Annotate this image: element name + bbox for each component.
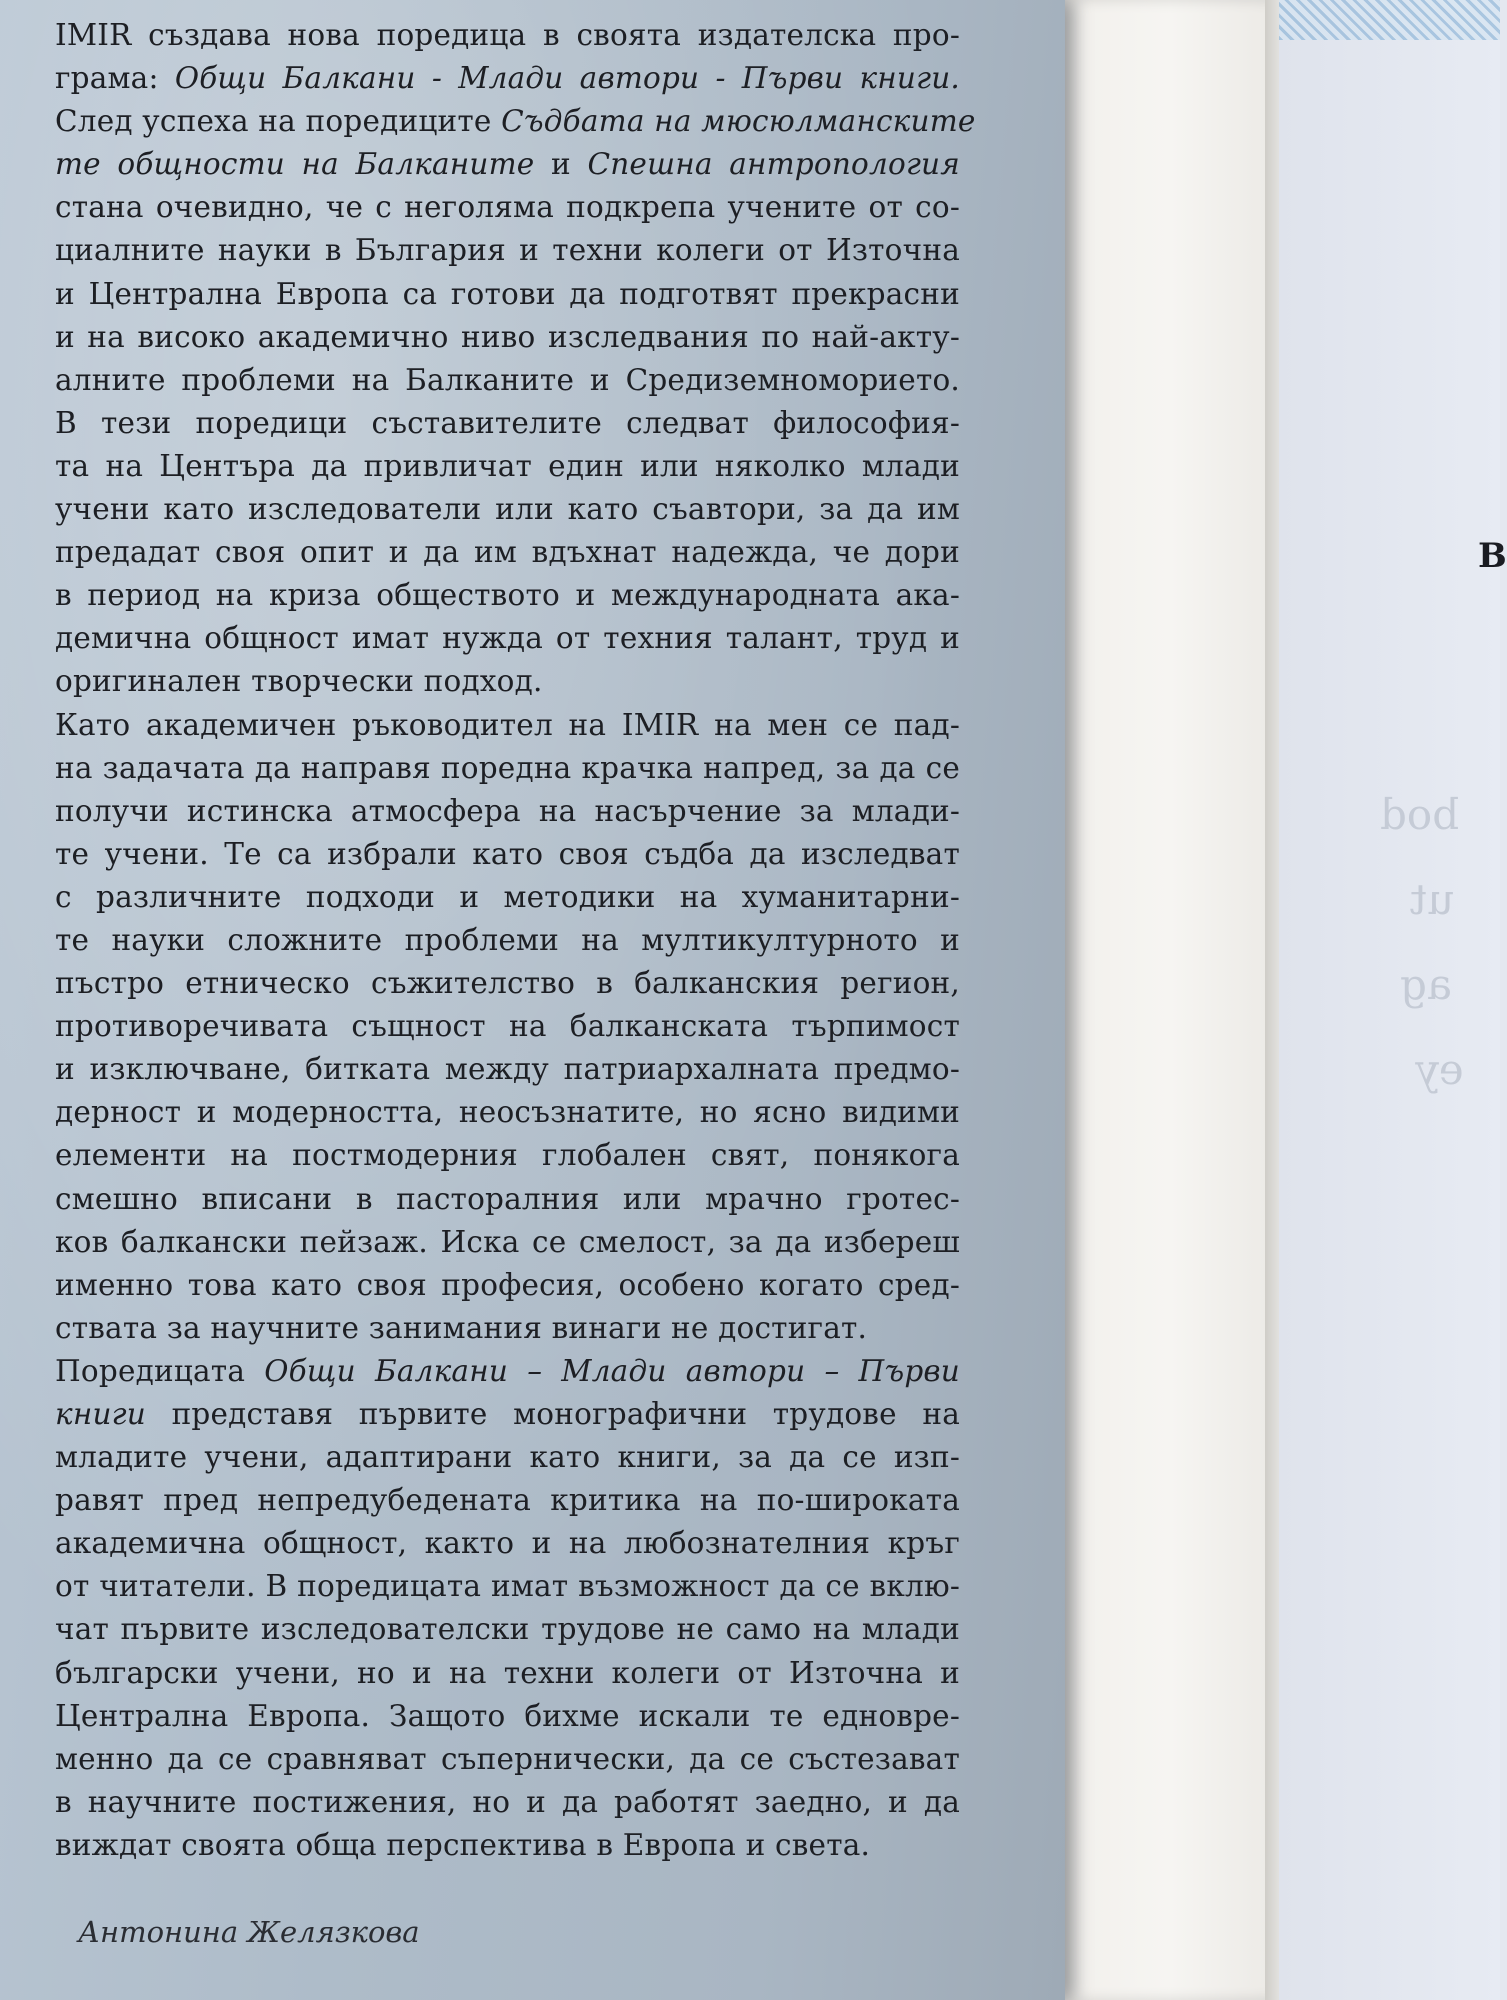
text-segment: Централна Европа. Защото бихме искали те едновре- xyxy=(55,1698,960,1733)
text-line xyxy=(55,704,960,747)
italic-title-segment: Съдбата на мюсюлманските xyxy=(501,104,976,139)
text-segment: предадат своя опит и да им вдъхнат надежда, че дори xyxy=(55,535,960,570)
text-segment: ков балкански пейзаж. Иска се смелост, за да избереш xyxy=(55,1224,960,1259)
text-line xyxy=(55,1221,960,1264)
text-line xyxy=(55,1781,960,1824)
text-line xyxy=(55,1134,960,1177)
text-line xyxy=(55,962,960,1005)
text-segment: равят пред непредубедената критика на по-широката xyxy=(55,1483,960,1518)
text-line xyxy=(55,229,960,272)
text-line xyxy=(55,1738,960,1781)
text-line xyxy=(55,1048,960,1091)
text-segment: елементи на постмодерния глобален свят, понякога xyxy=(55,1138,960,1173)
text-segment: на задачата да направя поредна крачка напред, за да се xyxy=(55,750,960,785)
italic-title-segment: Общи Балкани – Млади автори – Първи xyxy=(264,1353,960,1388)
flap-body-text xyxy=(55,14,976,1867)
text-line xyxy=(55,574,960,617)
text-line xyxy=(55,617,960,660)
text-segment: именно това като своя професия, особено когато сред- xyxy=(55,1267,960,1302)
text-segment: и на високо академично ниво изследвания по най-акту- xyxy=(55,319,960,354)
text-line xyxy=(55,660,960,703)
text-segment: та на Центъра да привличат един или няколко млади xyxy=(55,448,960,483)
italic-title-segment: книги xyxy=(55,1397,146,1431)
text-segment: в период на криза обществото и международната ака- xyxy=(55,578,960,613)
text-line xyxy=(55,1350,960,1393)
author-signature: Антонина Желязкова xyxy=(78,1915,420,1949)
page-edge xyxy=(1265,0,1279,2000)
text-segment: демична общност имат нужда от техния талант, труд и xyxy=(55,621,960,656)
italic-title-segment: Спешна антропология xyxy=(587,147,960,182)
text-line xyxy=(55,273,960,316)
show-through-text: ey xyxy=(1415,1045,1464,1094)
text-line xyxy=(55,1005,960,1048)
text-segment: Като академичен ръководител на IMIR на мен се пад- xyxy=(55,707,960,742)
text-segment: оригинален творчески подход. xyxy=(55,664,543,699)
show-through-text: ut xyxy=(1410,875,1454,924)
book-cover xyxy=(1279,0,1500,2000)
text-segment: те учени. Те са избрали като своя съдба да изследват xyxy=(55,836,960,871)
text-segment: смешно вписани в пасторалния или мрачно гротес- xyxy=(55,1181,960,1216)
text-line xyxy=(55,143,960,186)
text-segment: в научните постижения, но и да работят заедно, и да xyxy=(55,1784,960,1819)
text-line xyxy=(55,1824,960,1867)
text-segment: След успеха на поредиците xyxy=(55,104,502,139)
text-line xyxy=(55,1652,960,1695)
text-segment: младите учени, адаптирани като книги, за да се изп- xyxy=(55,1440,960,1475)
text-segment: алните проблеми на Балканите и Средиземноморието. xyxy=(55,362,960,397)
text-line xyxy=(55,1264,960,1307)
show-through-text: ag xyxy=(1400,960,1452,1009)
text-segment: получи истинска атмосфера на насърчение за млади- xyxy=(55,793,960,828)
italic-title-segment: те общности на Балканите xyxy=(55,147,535,182)
text-segment: с различните подходи и методики на хуманитарни- xyxy=(55,879,960,914)
text-line xyxy=(55,1393,960,1436)
text-segment: грама: xyxy=(55,61,175,96)
text-segment: В тези поредици съставителите следват философия- xyxy=(55,405,960,440)
text-segment: пъстро етническо съжителство в балканския регион, xyxy=(55,966,960,1001)
text-segment: и xyxy=(534,147,588,182)
text-line xyxy=(55,14,960,57)
text-line xyxy=(55,876,960,919)
text-line xyxy=(55,359,960,402)
cover-title-letter: В xyxy=(1478,536,1507,576)
text-line xyxy=(55,919,960,962)
text-line xyxy=(55,100,976,143)
text-segment: учени като изследователи или като съавтори, за да им xyxy=(55,492,960,527)
text-line xyxy=(55,1522,960,1565)
text-line xyxy=(55,833,960,876)
text-line xyxy=(55,747,960,790)
text-segment: и Централна Европа са готови да подготвят прекрасни xyxy=(55,276,960,311)
cover-pattern xyxy=(1279,0,1500,40)
text-line xyxy=(55,531,960,574)
text-line xyxy=(55,1436,960,1479)
text-line xyxy=(55,1565,960,1608)
text-segment: IMIR създава нова поредица в своята издателска про- xyxy=(55,18,960,52)
text-segment: от читатели. В поредицата имат възможност да се вклю- xyxy=(55,1569,960,1604)
text-line xyxy=(55,790,960,833)
text-segment: виждат своята обща перспектива в Европа и света. xyxy=(55,1827,871,1862)
text-line xyxy=(55,1307,960,1350)
text-line xyxy=(55,1608,960,1651)
italic-title-segment: Общи Балкани - Млади автори - Първи книги. xyxy=(174,61,960,96)
text-segment: менно да се сравняват съпернически, да се състезават xyxy=(55,1741,960,1776)
text-line xyxy=(55,488,960,531)
text-line xyxy=(55,57,960,100)
text-line xyxy=(55,1091,960,1134)
text-line xyxy=(55,186,960,229)
show-through-text: bod xyxy=(1380,790,1460,839)
text-segment: Поредицата xyxy=(55,1353,265,1388)
text-segment: представя първите монографични трудове на xyxy=(145,1397,960,1431)
text-segment: противоречивата същност на балканската търпимост xyxy=(55,1009,960,1044)
text-line xyxy=(55,445,960,488)
text-segment: циалните науки в България и техни колеги от Източна xyxy=(55,233,960,268)
text-segment: чат първите изследователски трудове не само на млади xyxy=(55,1612,960,1647)
text-line xyxy=(55,402,960,445)
text-segment: стана очевидно, че с неголяма подкрепа учените от со- xyxy=(55,190,960,225)
text-line xyxy=(55,1695,960,1738)
text-line xyxy=(55,316,960,359)
text-line xyxy=(55,1178,960,1221)
inner-page xyxy=(1065,0,1275,2000)
text-segment: ствата за научните занимания винаги не достигат. xyxy=(55,1310,868,1345)
text-segment: те науки сложните проблеми на мултикултурното и xyxy=(55,922,960,957)
text-segment: академична общност, както и на любознателния кръг xyxy=(55,1526,960,1561)
text-line xyxy=(55,1479,960,1522)
text-segment: български учени, но и на техни колеги от Източна и xyxy=(55,1655,960,1690)
text-segment: и изключване, битката между патриархалната предмо- xyxy=(55,1052,960,1087)
text-segment: дерност и модерността, неосъзнатите, но ясно видими xyxy=(55,1095,960,1130)
